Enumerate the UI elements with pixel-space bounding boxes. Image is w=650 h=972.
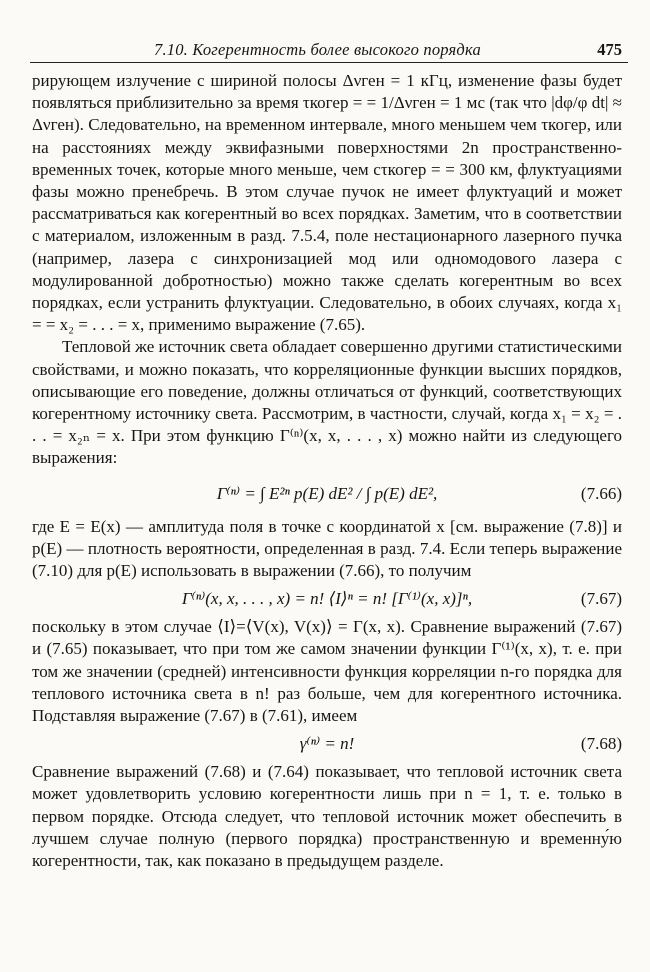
equation-7-66	[32, 474, 622, 514]
paragraph-3: где E = E(x) — амплитуда поля в точке с координатой x [см. выражение (7.8)] и p(E) — плотность вероятности, определенная в разд. 7.4. Если теперь выражение (7.10) для p(E) использовать в выражении (7.66), то получим	[32, 516, 622, 581]
body-text	[32, 70, 622, 872]
equation-number: (7.68)	[580, 734, 622, 754]
equation-7-68	[32, 729, 622, 759]
page-header	[0, 40, 650, 64]
page-number: 475	[597, 40, 622, 59]
header-rule	[30, 62, 628, 63]
equation-number: (7.66)	[580, 483, 622, 503]
equation-formula: Γ⁽ⁿ⁾ = ∫ E²ⁿ p(E) dE² / ∫ p(E) dE²,	[216, 483, 438, 503]
paragraph-4: поскольку в этом случае ⟨I⟩=⟨V(x), V(x)⟩ = Γ(x, x). Сравнение выражений (7.67) и (7.65) показывает, что при том же самом значении функции Γ⁽¹⁾(x, x), т. е. при том же значении (средней) интенсивности функция корреляции n-го порядка для теплового источника света в n! раз больше, чем для когерентного источника. Подставляя выражение (7.67) в (7.61), имеем	[32, 617, 622, 726]
equation-7-67	[32, 584, 622, 614]
paragraph-1: рирующем излучение с шириной полосы Δνген = 1 кГц, изменение фазы будет появляться приблизительно за время τкогер = = 1/Δνген = 1 мс (так что |dφ/φ dt| ≈ Δνген). Следовательно, на временном интервале, много меньшем чем τкогер, или на расстояниях между эквифазными поверхностями 2n пространственно-временных точек, которые много меньше, чем cτкогер = = 300 км, флуктуациями фазы можно пренебречь. В этом случае пучок не имеет флуктуаций и может рассматриваться как когерентный во всех порядках. Заметим, что в соответствии с материалом, изложенным в разд. 7.5.4, поле нестационарного лазерного пучка (например, лазера с синхронизацией мод или одномодового лазера с модулированной добротностью) можно также сделать когерентным во всех порядках, если устранить флуктуации. Следовательно, в обоих случаях, когда x₁ = = x₂ = . . . = x, применимо выражение (7.65).	[32, 71, 622, 335]
equation-formula: Γ⁽ⁿ⁾(x, x, . . . , x) = n! ⟨I⟩ⁿ = n! [Γ⁽¹⁾(x, x)]ⁿ,	[181, 589, 473, 609]
paragraph-5: Сравнение выражений (7.68) и (7.64) показывает, что тепловой источник света может удовлетворить условию когерентности лишь при n = 1, т. е. только в первом порядке. Отсюда следует, что тепловой источник может обеспечить в лучшем случае полную (первого порядка) пространственную и временну́ю когерентности, так, как показано в предыдущем разделе.	[32, 762, 622, 871]
paragraph-2: Тепловой же источник света обладает совершенно другими статистическими свойствами, и можно показать, что корреляционные функции высших порядков, описывающие его поведение, должны отличаться от функций, соответствующих когерентному источнику света. Рассмотрим, в частности, случай, когда x₁ = x₂ = . . . = x₂ₙ = x. При этом функцию Γ⁽ⁿ⁾(x, x, . . . , x) можно найти из следующего выражения:	[32, 337, 622, 468]
running-title: 7.10. Когерентность более высокого порядка	[154, 40, 481, 59]
equation-number: (7.67)	[580, 589, 622, 609]
equation-formula: γ⁽ⁿ⁾ = n!	[299, 734, 355, 754]
